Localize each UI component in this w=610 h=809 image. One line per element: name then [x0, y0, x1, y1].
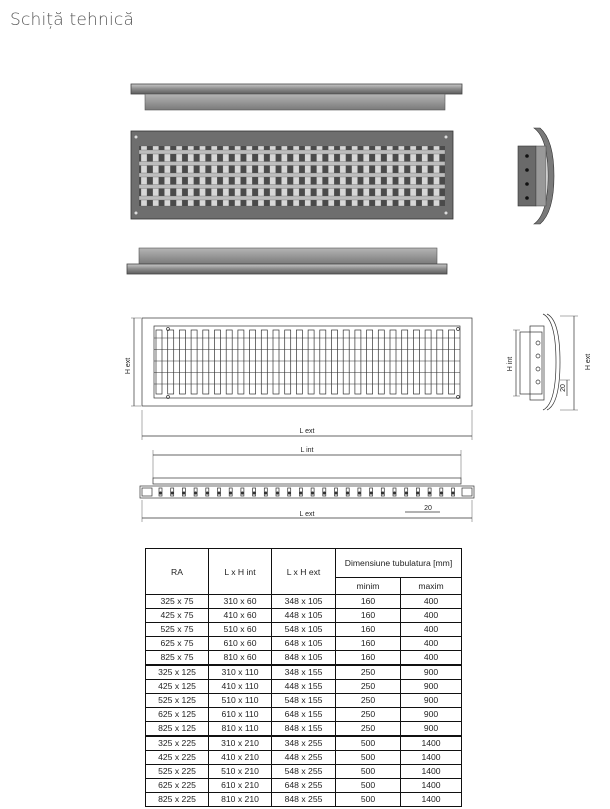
- table-cell: 500: [336, 751, 401, 765]
- table-row: [146, 595, 462, 609]
- table-cell: 310 x 60: [209, 595, 272, 609]
- table-cell: 448 x 155: [272, 680, 336, 694]
- table-cell: 500: [336, 765, 401, 779]
- table-cell: 310 x 210: [209, 736, 272, 751]
- table-row: [146, 779, 462, 793]
- table-cell: 348 x 105: [272, 595, 336, 609]
- table-row: [146, 694, 462, 708]
- table-cell: 1400: [401, 779, 462, 793]
- table-cell: 425 x 225: [146, 751, 209, 765]
- table-row: [146, 708, 462, 722]
- table-cell: 348 x 255: [272, 736, 336, 751]
- col-group-dimensiune: Dimensiune tubulatura [mm]: [336, 549, 462, 578]
- table-cell: 648 x 105: [272, 637, 336, 651]
- table-row: [146, 665, 462, 680]
- table-row: [146, 623, 462, 637]
- table-cell: 1400: [401, 736, 462, 751]
- col-minim: minim: [336, 578, 401, 595]
- front-drawing: [131, 318, 472, 440]
- table-cell: 848 x 105: [272, 651, 336, 666]
- table-cell: 250: [336, 694, 401, 708]
- table-row: [146, 651, 462, 666]
- dim-h-ext-side: H ext: [585, 353, 592, 371]
- table-cell: 500: [336, 779, 401, 793]
- table-row: [146, 680, 462, 694]
- table-cell: 1400: [401, 793, 462, 807]
- dim-h-ext-front: H ext: [125, 357, 132, 375]
- table-cell: 548 x 155: [272, 694, 336, 708]
- table-cell: 1400: [401, 765, 462, 779]
- table-cell: 160: [336, 651, 401, 666]
- side-drawing: [513, 314, 578, 410]
- table-cell: 548 x 105: [272, 623, 336, 637]
- table-cell: 325 x 225: [146, 736, 209, 751]
- table-cell: 160: [336, 623, 401, 637]
- page-title: Schiță tehnică: [10, 10, 135, 30]
- table-cell: 510 x 110: [209, 694, 272, 708]
- table-cell: 325 x 75: [146, 595, 209, 609]
- table-row: [146, 722, 462, 737]
- table-cell: 810 x 110: [209, 722, 272, 737]
- table-cell: 625 x 225: [146, 779, 209, 793]
- dim-20-side: 20: [560, 384, 567, 392]
- table-cell: 525 x 75: [146, 623, 209, 637]
- dim-l-int-bottom: L int: [300, 447, 314, 454]
- table-cell: 250: [336, 708, 401, 722]
- table-row: [146, 609, 462, 623]
- table-cell: 348 x 155: [272, 665, 336, 680]
- table-cell: 448 x 105: [272, 609, 336, 623]
- table-cell: 160: [336, 595, 401, 609]
- table-row: [146, 751, 462, 765]
- table-cell: 900: [401, 708, 462, 722]
- table-row: [146, 736, 462, 751]
- table-cell: 825 x 75: [146, 651, 209, 666]
- table-cell: 810 x 210: [209, 793, 272, 807]
- table-cell: 160: [336, 609, 401, 623]
- table-cell: 848 x 255: [272, 793, 336, 807]
- table-cell: 900: [401, 665, 462, 680]
- table-cell: 448 x 255: [272, 751, 336, 765]
- table-cell: 410 x 60: [209, 609, 272, 623]
- table-cell: 825 x 125: [146, 722, 209, 737]
- grille-bottom-view: [127, 248, 447, 274]
- col-maxim: maxim: [401, 578, 462, 595]
- table-cell: 410 x 210: [209, 751, 272, 765]
- dim-h-int-side: H int: [507, 356, 514, 372]
- table-cell: 610 x 210: [209, 779, 272, 793]
- table-cell: 250: [336, 722, 401, 737]
- col-lxh-ext: L x H ext: [272, 549, 336, 595]
- grille-front-view: [131, 131, 453, 219]
- table-cell: 160: [336, 637, 401, 651]
- table-cell: 400: [401, 651, 462, 666]
- table-cell: 400: [401, 637, 462, 651]
- table-cell: 425 x 75: [146, 609, 209, 623]
- table-cell: 848 x 155: [272, 722, 336, 737]
- table-cell: 548 x 255: [272, 765, 336, 779]
- table-cell: 510 x 210: [209, 765, 272, 779]
- table-cell: 810 x 60: [209, 651, 272, 666]
- table-cell: 410 x 110: [209, 680, 272, 694]
- table-cell: 525 x 225: [146, 765, 209, 779]
- table-cell: 610 x 110: [209, 708, 272, 722]
- table-cell: 900: [401, 722, 462, 737]
- table-cell: 425 x 125: [146, 680, 209, 694]
- table-cell: 510 x 60: [209, 623, 272, 637]
- dim-l-ext-front: L ext: [299, 428, 315, 435]
- table-cell: 648 x 155: [272, 708, 336, 722]
- table-cell: 400: [401, 623, 462, 637]
- table-cell: 1400: [401, 751, 462, 765]
- grille-top-view: [131, 84, 462, 110]
- col-lxh-int: L x H int: [209, 549, 272, 595]
- table-cell: 500: [336, 793, 401, 807]
- table-cell: 250: [336, 665, 401, 680]
- table-cell: 400: [401, 609, 462, 623]
- dimensions-table: [145, 548, 462, 807]
- dim-20-bottom: 20: [424, 505, 432, 512]
- table-cell: 525 x 125: [146, 694, 209, 708]
- table-row: [146, 793, 462, 807]
- table-row: [146, 765, 462, 779]
- table-cell: 500: [336, 736, 401, 751]
- table-row: [146, 637, 462, 651]
- table-cell: 250: [336, 680, 401, 694]
- table-cell: 610 x 60: [209, 637, 272, 651]
- table-cell: 900: [401, 694, 462, 708]
- table-cell: 325 x 125: [146, 665, 209, 680]
- table-cell: 310 x 110: [209, 665, 272, 680]
- table-cell: 400: [401, 595, 462, 609]
- dim-l-ext-bottom: L ext: [299, 511, 315, 518]
- grille-side-view: [518, 128, 554, 224]
- table-cell: 625 x 125: [146, 708, 209, 722]
- table-cell: 625 x 75: [146, 637, 209, 651]
- table-cell: 825 x 225: [146, 793, 209, 807]
- table-cell: 648 x 255: [272, 779, 336, 793]
- table-cell: 900: [401, 680, 462, 694]
- col-ra: RA: [146, 549, 209, 595]
